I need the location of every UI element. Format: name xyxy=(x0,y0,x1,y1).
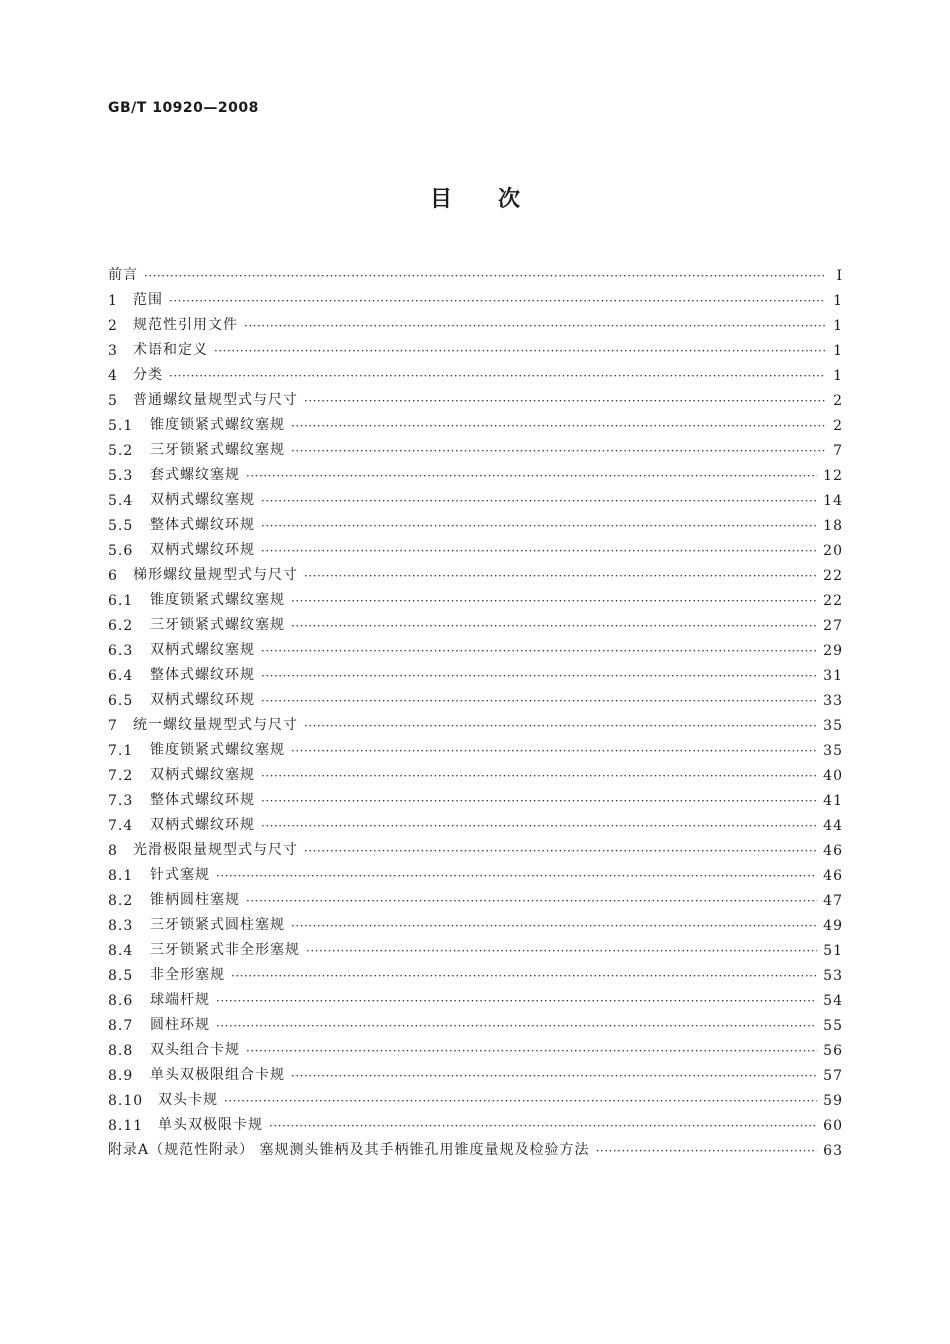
toc-entry-page: 7 xyxy=(833,443,843,459)
toc-dot-leader xyxy=(306,941,817,955)
table-of-contents xyxy=(108,259,843,1159)
toc-entry-page: 20 xyxy=(823,543,843,559)
toc-dot-leader xyxy=(596,1141,818,1155)
toc-dot-leader xyxy=(246,1041,817,1055)
toc-entry-number: 5.3 xyxy=(108,468,134,484)
toc-entry-label: 单头双极限组合卡规 xyxy=(150,1067,285,1083)
toc-entry-page: 2 xyxy=(833,418,843,434)
toc-entry-number: 7.2 xyxy=(108,768,134,784)
toc-entry-page: 41 xyxy=(823,793,843,809)
toc-entry-label: 双柄式螺纹环规 xyxy=(150,692,255,708)
toc-entry-label: 规范性引用文件 xyxy=(133,317,238,333)
toc-entry-page: 2 xyxy=(833,393,843,409)
toc-entry-page: 57 xyxy=(823,1068,843,1084)
toc-entry-number: 8.6 xyxy=(108,993,134,1009)
toc-entry[interactable] xyxy=(108,984,843,1009)
toc-dot-leader xyxy=(291,741,817,755)
toc-entry-page: Ⅰ xyxy=(836,268,843,284)
toc-entry-number: 5.6 xyxy=(108,543,134,559)
toc-dot-leader xyxy=(261,541,817,555)
toc-entry-label: 统一螺纹量规型式与尺寸 xyxy=(133,717,298,733)
toc-dot-leader xyxy=(304,716,817,730)
toc-entry-label: 双柄式螺纹环规 xyxy=(150,542,255,558)
toc-entry-page: 55 xyxy=(823,1018,843,1034)
toc-dot-leader xyxy=(291,591,817,605)
toc-entry-number: 8.8 xyxy=(108,1043,134,1059)
toc-entry-page: 1 xyxy=(833,368,843,384)
toc-dot-leader xyxy=(291,1066,817,1080)
toc-dot-leader xyxy=(304,566,817,580)
toc-entry-page: 35 xyxy=(823,743,843,759)
toc-entry[interactable] xyxy=(108,859,843,884)
toc-entry-number: 8.9 xyxy=(108,1068,134,1084)
toc-entry-number: 2 xyxy=(108,318,118,334)
toc-entry-number: 5.4 xyxy=(108,493,134,509)
toc-entry-number: 5.2 xyxy=(108,443,134,459)
toc-entry-label: 双头组合卡规 xyxy=(150,1042,240,1058)
toc-dot-leader xyxy=(246,466,817,480)
toc-entry[interactable] xyxy=(108,384,843,409)
toc-entry[interactable] xyxy=(108,709,843,734)
toc-entry-page: 35 xyxy=(823,718,843,734)
page-title: 目次 xyxy=(429,187,566,212)
toc-entry[interactable] xyxy=(108,659,843,684)
toc-entry[interactable] xyxy=(108,259,843,284)
toc-entry[interactable] xyxy=(108,284,843,309)
toc-entry-number: 8.5 xyxy=(108,968,134,984)
toc-dot-leader xyxy=(261,816,817,830)
toc-dot-leader xyxy=(291,441,825,455)
toc-entry[interactable] xyxy=(108,784,843,809)
toc-dot-leader xyxy=(291,616,817,630)
toc-dot-leader xyxy=(261,516,817,530)
toc-entry-number: 7.1 xyxy=(108,743,134,759)
toc-entry-page: 1 xyxy=(833,293,843,309)
toc-entry-number: 8.7 xyxy=(108,1018,134,1034)
toc-dot-leader xyxy=(216,991,817,1005)
toc-entry[interactable] xyxy=(108,309,843,334)
toc-entry-label: 针式塞规 xyxy=(150,867,210,883)
toc-entry-label: 范围 xyxy=(133,292,163,308)
toc-entry-label: 单头双极限卡规 xyxy=(158,1117,263,1133)
toc-entry[interactable] xyxy=(108,434,843,459)
toc-entry-number: 3 xyxy=(108,343,118,359)
toc-entry-number: 5.5 xyxy=(108,518,134,534)
toc-dot-leader xyxy=(304,391,825,405)
toc-dot-leader xyxy=(231,966,817,980)
toc-entry-number: 8 xyxy=(108,843,118,859)
toc-entry[interactable] xyxy=(108,1034,843,1059)
toc-entry-label: 非全形塞规 xyxy=(150,967,225,983)
toc-entry[interactable] xyxy=(108,809,843,834)
toc-entry-label: 双柄式螺纹环规 xyxy=(150,817,255,833)
toc-entry-number: 5.1 xyxy=(108,418,134,434)
toc-dot-leader xyxy=(214,341,825,355)
toc-entry-label: 整体式螺纹环规 xyxy=(150,792,255,808)
toc-entry-number: 4 xyxy=(108,368,118,384)
toc-entry-label: 光滑极限量规型式与尺寸 xyxy=(133,842,298,858)
toc-entry[interactable] xyxy=(108,909,843,934)
toc-entry-page: 14 xyxy=(823,493,843,509)
toc-entry-page: 46 xyxy=(823,868,843,884)
toc-entry-label: 普通螺纹量规型式与尺寸 xyxy=(133,392,298,408)
toc-entry[interactable] xyxy=(108,584,843,609)
toc-entry[interactable] xyxy=(108,684,843,709)
toc-dot-leader xyxy=(261,691,817,705)
toc-dot-leader xyxy=(261,641,817,655)
toc-dot-leader xyxy=(224,1091,817,1105)
toc-entry-number: 8.3 xyxy=(108,918,134,934)
toc-entry-page: 51 xyxy=(823,943,843,959)
toc-entry[interactable] xyxy=(108,534,843,559)
toc-dot-leader xyxy=(269,1116,817,1130)
toc-entry-number: 7.4 xyxy=(108,818,134,834)
toc-entry-page: 27 xyxy=(823,618,843,634)
toc-entry-page: 53 xyxy=(823,968,843,984)
toc-dot-leader xyxy=(246,891,817,905)
toc-entry-page: 59 xyxy=(823,1093,843,1109)
toc-entry[interactable] xyxy=(108,834,843,859)
toc-entry-label: 锥度锁紧式螺纹塞规 xyxy=(150,592,285,608)
toc-entry[interactable] xyxy=(108,959,843,984)
toc-entry[interactable] xyxy=(108,734,843,759)
toc-dot-leader xyxy=(304,841,817,855)
toc-entry[interactable] xyxy=(108,1084,843,1109)
toc-entry-label: 三牙锁紧式螺纹塞规 xyxy=(150,617,285,633)
toc-entry-label: 整体式螺纹环规 xyxy=(150,667,255,683)
toc-entry-label: 双柄式螺纹塞规 xyxy=(150,492,255,508)
toc-entry[interactable] xyxy=(108,759,843,784)
toc-entry-number: 5 xyxy=(108,393,118,409)
toc-entry-label: 三牙锁紧式非全形塞规 xyxy=(150,942,300,958)
toc-dot-leader xyxy=(291,416,825,430)
toc-entry-label: 分类 xyxy=(133,367,163,383)
toc-entry-label: 双柄式螺纹塞规 xyxy=(150,767,255,783)
toc-dot-leader xyxy=(261,491,817,505)
toc-entry-label: 锥度锁紧式螺纹塞规 xyxy=(150,742,285,758)
toc-entry[interactable] xyxy=(108,1059,843,1084)
toc-entry[interactable] xyxy=(108,1109,843,1134)
toc-entry-page: 60 xyxy=(823,1118,843,1134)
toc-entry-page: 31 xyxy=(823,668,843,684)
toc-entry-label: 双头卡规 xyxy=(158,1092,218,1108)
toc-dot-leader xyxy=(216,1016,817,1030)
toc-entry-label: 梯形螺纹量规型式与尺寸 xyxy=(133,567,298,583)
toc-entry[interactable] xyxy=(108,409,843,434)
toc-entry-number: 8.1 xyxy=(108,868,134,884)
standard-code: GB/T 10920—2008 xyxy=(108,100,259,116)
toc-dot-leader xyxy=(169,291,825,305)
toc-dot-leader xyxy=(244,316,825,330)
toc-entry-page: 18 xyxy=(823,518,843,534)
toc-dot-leader xyxy=(261,766,817,780)
toc-dot-leader xyxy=(169,366,825,380)
toc-entry-number: 1 xyxy=(108,293,118,309)
toc-entry[interactable] xyxy=(108,934,843,959)
toc-entry-page: 56 xyxy=(823,1043,843,1059)
toc-entry-number: 8.10 xyxy=(108,1093,144,1109)
toc-entry-label: 双柄式螺纹塞规 xyxy=(150,642,255,658)
toc-entry-number: 6.4 xyxy=(108,668,134,684)
toc-entry-label: 圆柱环规 xyxy=(150,1017,210,1033)
toc-entry-page: 47 xyxy=(823,893,843,909)
toc-entry-number: 6 xyxy=(108,568,118,584)
toc-entry-page: 46 xyxy=(823,843,843,859)
toc-entry-number: 7 xyxy=(108,718,118,734)
toc-entry[interactable] xyxy=(108,1009,843,1034)
toc-entry[interactable] xyxy=(108,634,843,659)
toc-entry-label: 整体式螺纹环规 xyxy=(150,517,255,533)
toc-entry[interactable] xyxy=(108,484,843,509)
toc-entry-label: 球端杆规 xyxy=(150,992,210,1008)
toc-entry-page: 54 xyxy=(823,993,843,1009)
toc-entry-page: 22 xyxy=(823,593,843,609)
toc-entry[interactable] xyxy=(108,459,843,484)
toc-entry-number: 8.4 xyxy=(108,943,134,959)
toc-entry-page: 63 xyxy=(823,1143,843,1159)
toc-entry-label: 三牙锁紧式圆柱塞规 xyxy=(150,917,285,933)
toc-entry-page: 29 xyxy=(823,643,843,659)
toc-dot-leader xyxy=(216,866,817,880)
toc-entry-page: 12 xyxy=(823,468,843,484)
toc-entry[interactable] xyxy=(108,559,843,584)
toc-entry-page: 33 xyxy=(823,693,843,709)
toc-entry-page: 40 xyxy=(823,768,843,784)
toc-dot-leader xyxy=(144,266,825,280)
toc-entry[interactable] xyxy=(108,884,843,909)
toc-entry-page: 1 xyxy=(833,318,843,334)
toc-entry-number: 8.2 xyxy=(108,893,134,909)
toc-entry-number: 6.1 xyxy=(108,593,134,609)
toc-entry[interactable] xyxy=(108,334,843,359)
toc-entry-number: 7.3 xyxy=(108,793,134,809)
toc-entry-page: 1 xyxy=(833,343,843,359)
toc-entry-number: 6.2 xyxy=(108,618,134,634)
toc-dot-leader xyxy=(261,666,817,680)
toc-entry[interactable] xyxy=(108,359,843,384)
toc-entry-number: 8.11 xyxy=(108,1118,144,1134)
toc-dot-leader xyxy=(261,791,817,805)
toc-entry-label: 锥柄圆柱塞规 xyxy=(150,892,240,908)
toc-entry-label: 套式螺纹塞规 xyxy=(150,467,240,483)
toc-entry-label: 三牙锁紧式螺纹塞规 xyxy=(150,442,285,458)
toc-entry-page: 44 xyxy=(823,818,843,834)
toc-entry[interactable] xyxy=(108,509,843,534)
toc-entry-number: 6.3 xyxy=(108,643,134,659)
toc-entry-label: 术语和定义 xyxy=(133,342,208,358)
toc-entry-label: 前言 xyxy=(108,267,138,283)
toc-dot-leader xyxy=(291,916,817,930)
toc-entry-label: 附录A（规范性附录） 塞规测头锥柄及其手柄锥孔用锥度量规及检验方法 xyxy=(108,1142,590,1158)
toc-entry-page: 49 xyxy=(823,918,843,934)
toc-entry-label: 锥度锁紧式螺纹塞规 xyxy=(150,417,285,433)
toc-entry-number: 6.5 xyxy=(108,693,134,709)
toc-entry-page: 22 xyxy=(823,568,843,584)
toc-entry[interactable] xyxy=(108,609,843,634)
toc-entry[interactable] xyxy=(108,1134,843,1159)
